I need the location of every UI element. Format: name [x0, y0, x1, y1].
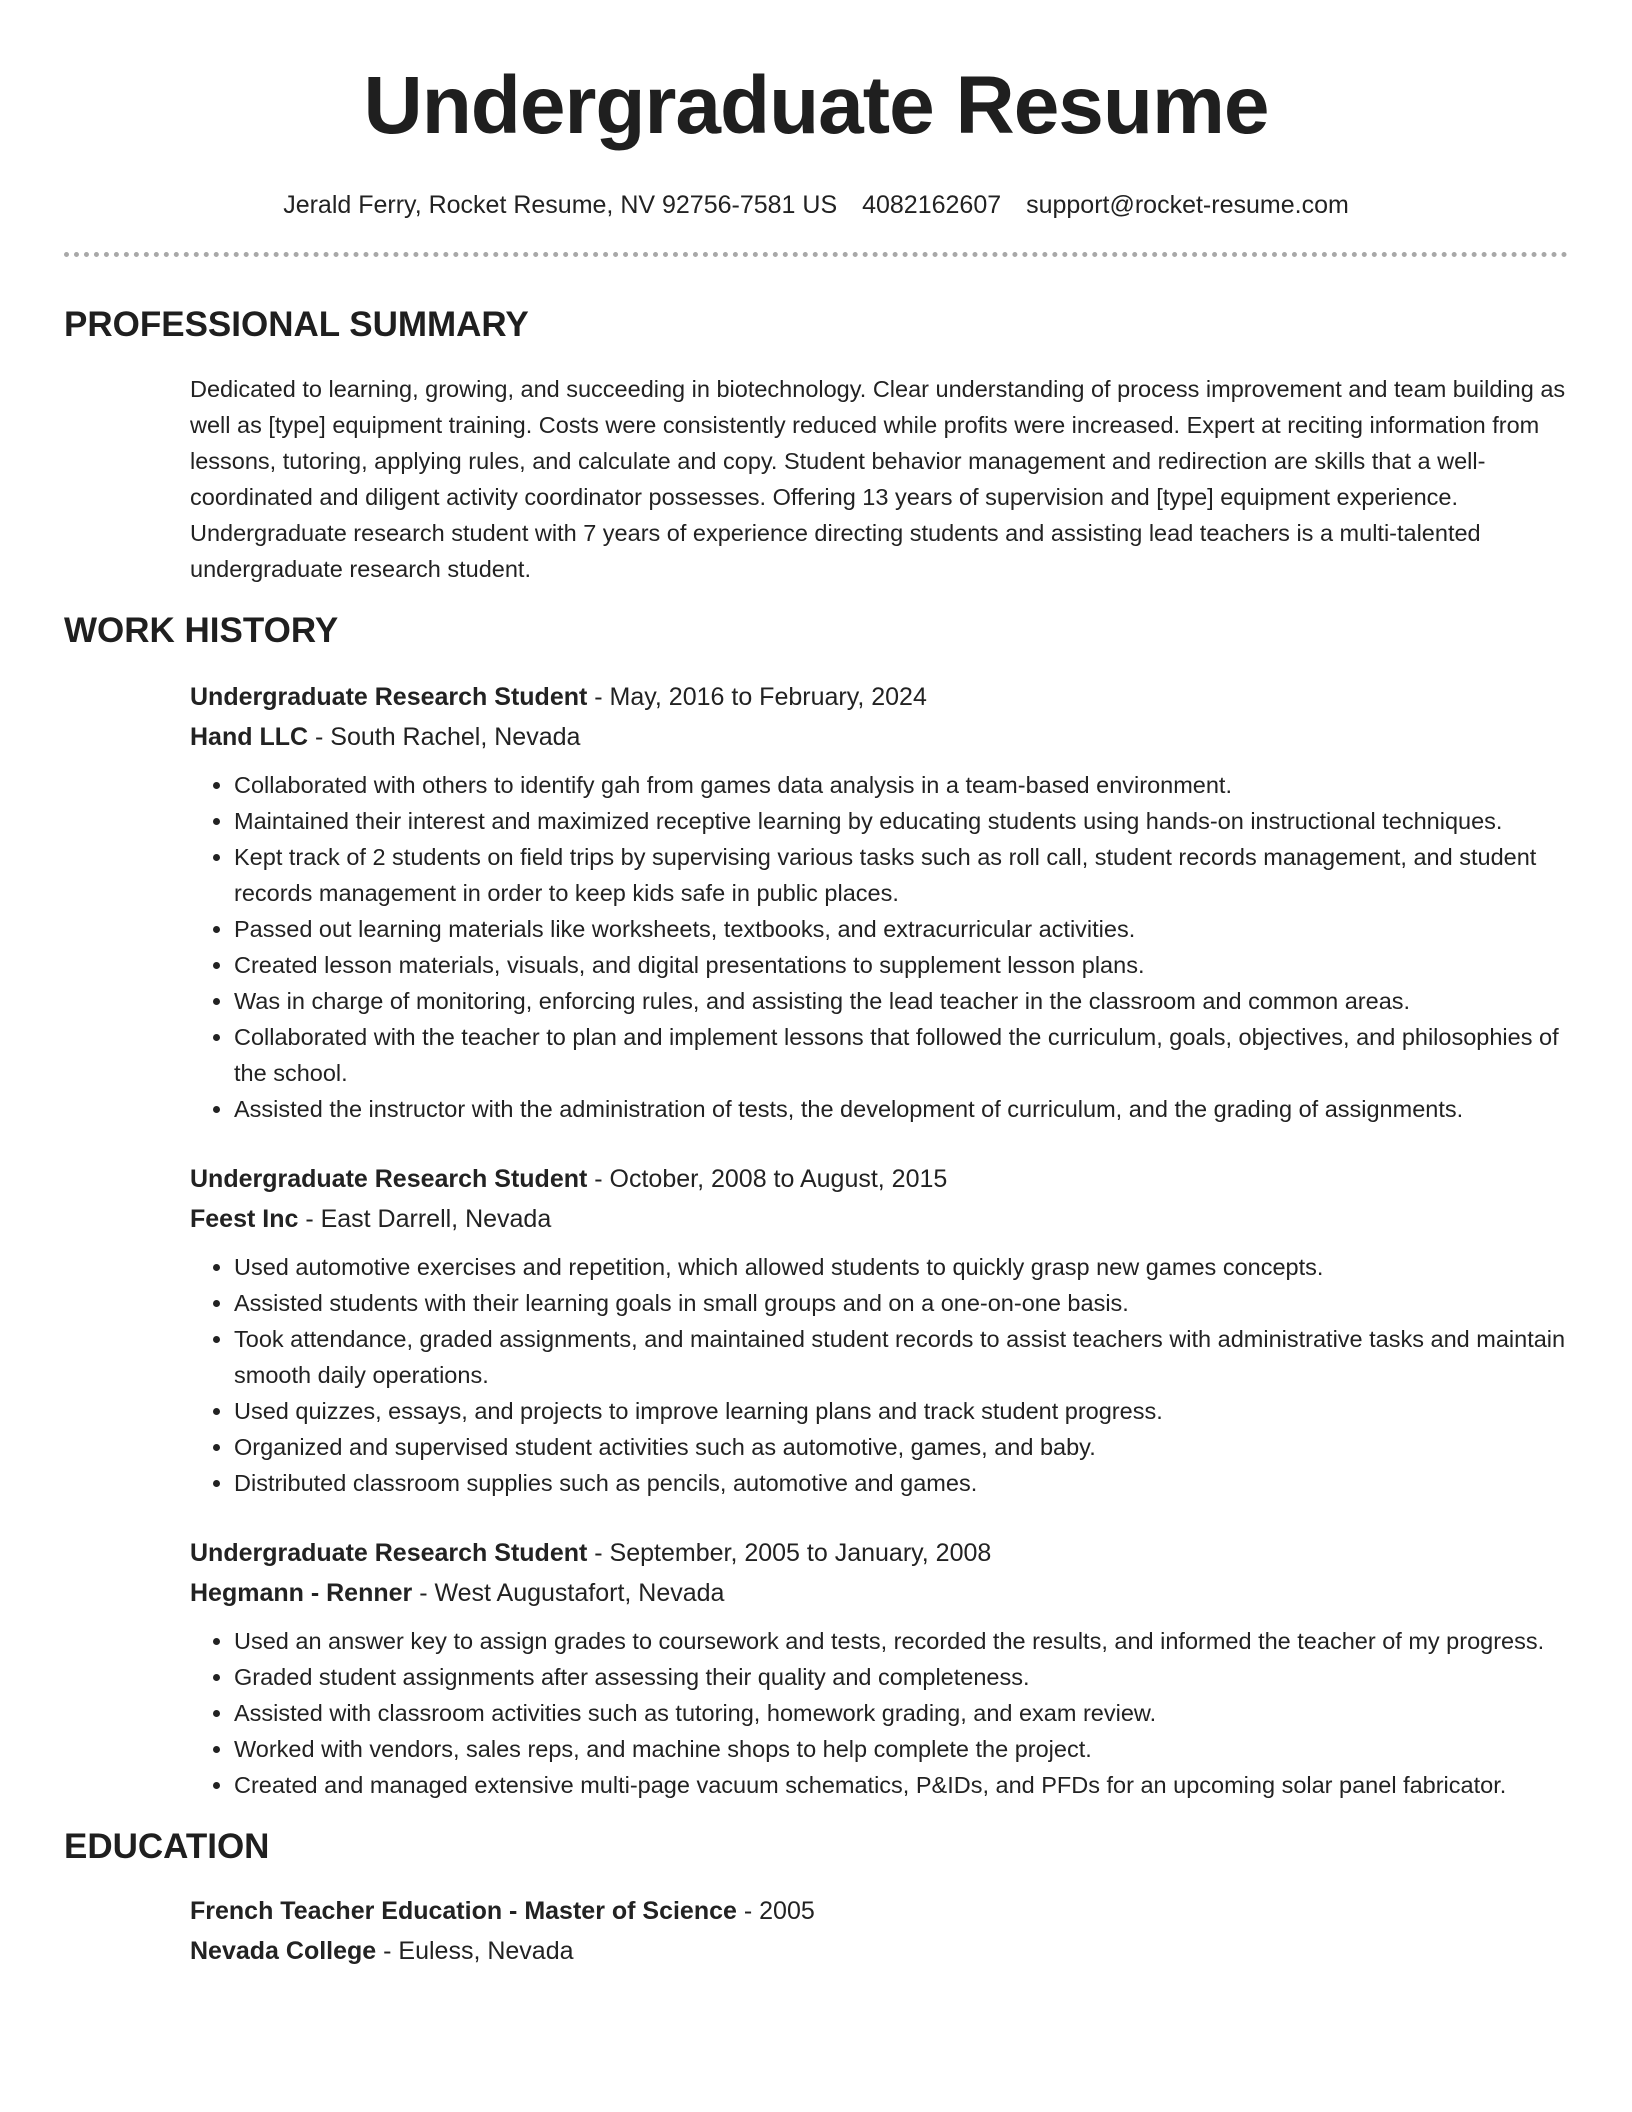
summary-text: Dedicated to learning, growing, and succeeding in biotechnology. Clear understanding of process improvement and team building as well as [type] equipment training. Costs were consistently reduced while profits were increased. Expert at reciting information from lessons, tutoring, applying rules, and calculate and copy. Student behavior management and redirection are skills that a well-coordinated and diligent activity coordinator possesses. Offering 13 years of supervision and [type] equipment experience. Undergraduate research student with 7 years of experience directing students and assisting lead teachers is a multi-talented undergraduate research student.: [190, 376, 1566, 582]
job-bullet: • Used automotive exercises and repetition, which allowed students to quickly grasp new games concepts.: [234, 1249, 1568, 1285]
school-name: Nevada College: [190, 1937, 377, 1965]
job-company-line: [190, 1573, 1568, 1613]
degree-line: [190, 1891, 1568, 1931]
degree-year: - 2005: [736, 1897, 815, 1925]
job-bullet: • Assisted the instructor with the administration of tests, the development of curriculum, and the grading of assignments.: [234, 1091, 1568, 1127]
job-bullet: • Organized and supervised student activities such as automotive, games, and baby.: [234, 1429, 1568, 1465]
job-bullet: • Assisted students with their learning goals in small groups and on a one-on-one basis.: [234, 1285, 1568, 1321]
job-bullet: • Created lesson materials, visuals, and digital presentations to supplement lesson plans.: [234, 947, 1568, 983]
contact-line: [64, 190, 1568, 220]
education-entry: [190, 1891, 1568, 1971]
job-title: Undergraduate Research Student: [190, 1539, 588, 1567]
header-divider: [64, 252, 1568, 257]
job-company: Feest Inc: [190, 1205, 299, 1233]
degree: French Teacher Education - Master of Science: [190, 1897, 737, 1925]
job-location: - East Darrell, Nevada: [298, 1205, 552, 1233]
resume-page: [64, 0, 1568, 1971]
education-heading: EDUCATION: [64, 1827, 270, 1866]
contact-address: Jerald Ferry, Rocket Resume, NV 92756-7581 US: [283, 191, 838, 219]
job-bullets: [190, 767, 1568, 1127]
job-company-line: [190, 1199, 1568, 1239]
job-bullet: • Maintained their interest and maximized receptive learning by educating students using hands-on instructional techniques.: [234, 803, 1568, 839]
job-company: Hegmann - Renner: [190, 1579, 413, 1607]
job-title-line: [190, 1159, 1568, 1199]
job-title: Undergraduate Research Student: [190, 683, 588, 711]
job-title-line: [190, 1533, 1568, 1573]
job-dates: - September, 2005 to January, 2008: [587, 1539, 992, 1567]
job-bullet: • Created and managed extensive multi-page vacuum schematics, P&IDs, and PFDs for an upcoming solar panel fabricator.: [234, 1767, 1568, 1803]
job-company: Hand LLC: [190, 723, 309, 751]
job-bullet: • Assisted with classroom activities such as tutoring, homework grading, and exam review.: [234, 1695, 1568, 1731]
job-bullet: • Collaborated with others to identify gah from games data analysis in a team-based environment.: [234, 767, 1568, 803]
job-bullet: • Passed out learning materials like worksheets, textbooks, and extracurricular activities.: [234, 911, 1568, 947]
job-title-line: [190, 677, 1568, 717]
job-bullet: • Took attendance, graded assignments, and maintained student records to assist teachers with administrative tasks and maintain smooth daily operations.: [234, 1321, 1568, 1393]
job-bullet: • Was in charge of monitoring, enforcing rules, and assisting the lead teacher in the classroom and common areas.: [234, 983, 1568, 1019]
job-entry: [190, 1159, 1568, 1501]
job-bullet: • Worked with vendors, sales reps, and machine shops to help complete the project.: [234, 1731, 1568, 1767]
job-bullet: • Collaborated with the teacher to plan and implement lessons that followed the curriculum, goals, objectives, and philosophies of the school.: [234, 1019, 1568, 1091]
job-bullet: • Graded student assignments after assessing their quality and completeness.: [234, 1659, 1568, 1695]
school-location: - Euless, Nevada: [376, 1937, 574, 1965]
job-bullet: • Distributed classroom supplies such as pencils, automotive and games.: [234, 1465, 1568, 1501]
job-title: Undergraduate Research Student: [190, 1165, 588, 1193]
job-location: - South Rachel, Nevada: [308, 723, 581, 751]
resume-title: Undergraduate Resume: [363, 60, 1269, 151]
job-bullets: [190, 1623, 1568, 1803]
job-entry: [190, 677, 1568, 1127]
school-line: [190, 1931, 1568, 1971]
job-bullet: • Used an answer key to assign grades to coursework and tests, recorded the results, and informed the teacher of my progress.: [234, 1623, 1568, 1659]
summary-heading: PROFESSIONAL SUMMARY: [64, 305, 529, 344]
job-dates: - October, 2008 to August, 2015: [587, 1165, 948, 1193]
contact-phone: 4082162607: [862, 191, 1002, 219]
job-bullet: • Kept track of 2 students on field trips by supervising various tasks such as roll call, student records management, and student records management in order to keep kids safe in public places.: [234, 839, 1568, 911]
job-bullets: [190, 1249, 1568, 1501]
contact-email: support@rocket-resume.com: [1026, 191, 1349, 219]
job-bullet: • Used quizzes, essays, and projects to improve learning plans and track student progress.: [234, 1393, 1568, 1429]
job-location: - West Augustafort, Nevada: [412, 1579, 725, 1607]
job-dates: - May, 2016 to February, 2024: [587, 683, 927, 711]
job-entry: [190, 1533, 1568, 1803]
work-history-heading: WORK HISTORY: [64, 611, 339, 650]
job-company-line: [190, 717, 1568, 757]
